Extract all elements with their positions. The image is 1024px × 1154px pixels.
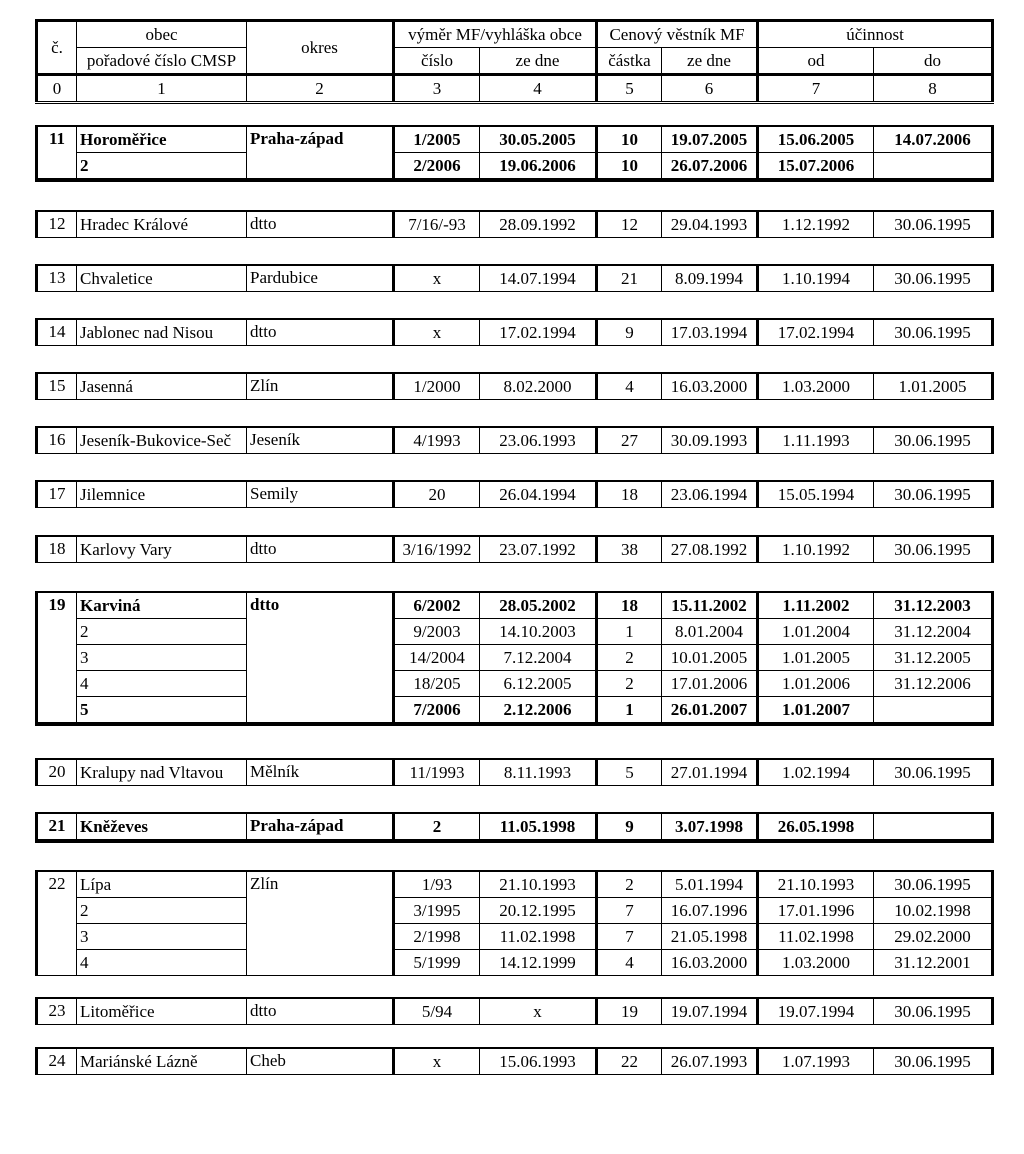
- ucinnost-od-cell: 1.11.1993: [758, 427, 874, 454]
- ucinnost-do-cell: [874, 697, 993, 725]
- ucinnost-do-cell: 30.06.1995: [874, 871, 993, 898]
- ucinnost-do-cell: 31.12.2005: [874, 645, 993, 671]
- castka-cell: 10: [597, 153, 662, 181]
- zedne-vymer-cell: 19.06.2006: [480, 153, 597, 181]
- zedne-vestnik-cell: 15.11.2002: [662, 592, 758, 619]
- cislo-cell: 9/2003: [394, 619, 480, 645]
- table-row: [37, 998, 993, 1025]
- ucinnost-od-cell: 1.01.2006: [758, 671, 874, 697]
- zedne-vestnik-cell: 10.01.2005: [662, 645, 758, 671]
- cislo-cell: 1/2000: [394, 373, 480, 400]
- zedne-vestnik-cell: 17.01.2006: [662, 671, 758, 697]
- col-do-header: do: [874, 48, 993, 75]
- zedne-vymer-cell: 8.11.1993: [480, 759, 597, 786]
- row-number: 18: [37, 536, 77, 563]
- col-zedne1-header: ze dne: [480, 48, 597, 75]
- ucinnost-do-cell: 14.07.2006: [874, 126, 993, 153]
- record-group-table: [35, 812, 994, 843]
- castka-cell: 22: [597, 1048, 662, 1075]
- row-number: 14: [37, 319, 77, 346]
- zedne-vymer-cell: 20.12.1995: [480, 898, 597, 924]
- okres-cell: Jeseník: [247, 427, 394, 454]
- record-group-table: [35, 125, 994, 182]
- index-cell: 6: [662, 75, 758, 103]
- index-cell: 0: [37, 75, 77, 103]
- okres-cell: dtto: [247, 536, 394, 563]
- table-row: [37, 592, 993, 619]
- col-poradove-header: pořadové číslo CMSP: [77, 48, 247, 75]
- zedne-vestnik-cell: 23.06.1994: [662, 481, 758, 508]
- table-row: [37, 924, 993, 950]
- castka-cell: 9: [597, 319, 662, 346]
- ucinnost-do-cell: 30.06.1995: [874, 536, 993, 563]
- ucinnost-do-cell: 30.06.1995: [874, 211, 993, 238]
- table-row: [37, 265, 993, 292]
- zedne-vymer-cell: x: [480, 998, 597, 1025]
- index-cell: 2: [247, 75, 394, 103]
- zedne-vymer-cell: 2.12.2006: [480, 697, 597, 725]
- obec-cell: 3: [77, 924, 247, 950]
- col-obec-header: obec: [77, 21, 247, 48]
- cislo-cell: x: [394, 265, 480, 292]
- zedne-vestnik-cell: 19.07.2005: [662, 126, 758, 153]
- okres-cell: Praha-západ: [247, 126, 394, 180]
- ucinnost-od-cell: 1.01.2004: [758, 619, 874, 645]
- zedne-vestnik-cell: 8.09.1994: [662, 265, 758, 292]
- zedne-vestnik-cell: 26.01.2007: [662, 697, 758, 725]
- castka-cell: 38: [597, 536, 662, 563]
- row-number: 22: [37, 871, 77, 976]
- table-row: [37, 697, 993, 725]
- cislo-cell: 7/2006: [394, 697, 480, 725]
- col-vestnik-header: Cenový věstník MF: [597, 21, 758, 48]
- zedne-vestnik-cell: 30.09.1993: [662, 427, 758, 454]
- obec-cell: Mariánské Lázně: [77, 1048, 247, 1075]
- ucinnost-od-cell: 1.11.2002: [758, 592, 874, 619]
- okres-cell: Praha-západ: [247, 813, 394, 841]
- cislo-cell: 14/2004: [394, 645, 480, 671]
- record-group-table: [35, 426, 994, 454]
- row-number: 12: [37, 211, 77, 238]
- obec-cell: 4: [77, 950, 247, 976]
- cislo-cell: 1/93: [394, 871, 480, 898]
- castka-cell: 2: [597, 871, 662, 898]
- cislo-cell: 3/1995: [394, 898, 480, 924]
- zedne-vymer-cell: 28.09.1992: [480, 211, 597, 238]
- castka-cell: 18: [597, 592, 662, 619]
- ucinnost-do-cell: 30.06.1995: [874, 427, 993, 454]
- col-ucinnost-header: účinnost: [758, 21, 993, 48]
- zedne-vymer-cell: 23.07.1992: [480, 536, 597, 563]
- obec-cell: Jeseník-Bukovice-Seč: [77, 427, 247, 454]
- index-cell: 4: [480, 75, 597, 103]
- zedne-vymer-cell: 23.06.1993: [480, 427, 597, 454]
- castka-cell: 1: [597, 697, 662, 725]
- zedne-vestnik-cell: 27.01.1994: [662, 759, 758, 786]
- zedne-vymer-cell: 26.04.1994: [480, 481, 597, 508]
- cislo-cell: 3/16/1992: [394, 536, 480, 563]
- zedne-vestnik-cell: 29.04.1993: [662, 211, 758, 238]
- ucinnost-od-cell: 1.03.2000: [758, 373, 874, 400]
- castka-cell: 12: [597, 211, 662, 238]
- ucinnost-od-cell: 15.07.2006: [758, 153, 874, 181]
- col-castka-header: částka: [597, 48, 662, 75]
- obec-cell: Jablonec nad Nisou: [77, 319, 247, 346]
- ucinnost-do-cell: 29.02.2000: [874, 924, 993, 950]
- record-group-table: [35, 997, 994, 1025]
- castka-cell: 18: [597, 481, 662, 508]
- cislo-cell: 2: [394, 813, 480, 841]
- zedne-vymer-cell: 15.06.1993: [480, 1048, 597, 1075]
- record-group-table: [35, 372, 994, 400]
- zedne-vymer-cell: 21.10.1993: [480, 871, 597, 898]
- index-cell: 5: [597, 75, 662, 103]
- ucinnost-od-cell: 17.01.1996: [758, 898, 874, 924]
- col-cislo-header: číslo: [394, 48, 480, 75]
- zedne-vymer-cell: 14.07.1994: [480, 265, 597, 292]
- castka-cell: 7: [597, 898, 662, 924]
- row-number: 16: [37, 427, 77, 454]
- record-group-table: [35, 264, 994, 292]
- ucinnost-do-cell: 31.12.2006: [874, 671, 993, 697]
- table-row: [37, 153, 993, 181]
- zedne-vestnik-cell: 27.08.1992: [662, 536, 758, 563]
- zedne-vestnik-cell: 5.01.1994: [662, 871, 758, 898]
- obec-cell: Chvaletice: [77, 265, 247, 292]
- ucinnost-do-cell: 31.12.2001: [874, 950, 993, 976]
- table-row: [37, 645, 993, 671]
- zedne-vymer-cell: 30.05.2005: [480, 126, 597, 153]
- table-row: [37, 813, 993, 841]
- row-number: 17: [37, 481, 77, 508]
- castka-cell: 10: [597, 126, 662, 153]
- cislo-cell: 2/1998: [394, 924, 480, 950]
- ucinnost-od-cell: 1.02.1994: [758, 759, 874, 786]
- index-cell: 1: [77, 75, 247, 103]
- table-row: [37, 1048, 993, 1075]
- ucinnost-do-cell: 30.06.1995: [874, 759, 993, 786]
- header-table: [35, 19, 994, 104]
- col-okres-header: okres: [247, 21, 394, 75]
- table-row: [37, 481, 993, 508]
- row-number: 21: [37, 813, 77, 841]
- index-row: [37, 75, 993, 103]
- row-number: 11: [37, 126, 77, 180]
- castka-cell: 21: [597, 265, 662, 292]
- ucinnost-od-cell: 11.02.1998: [758, 924, 874, 950]
- obec-cell: Jasenná: [77, 373, 247, 400]
- row-number: 24: [37, 1048, 77, 1075]
- ucinnost-od-cell: 17.02.1994: [758, 319, 874, 346]
- ucinnost-do-cell: 30.06.1995: [874, 319, 993, 346]
- cislo-cell: x: [394, 319, 480, 346]
- okres-cell: dtto: [247, 319, 394, 346]
- obec-cell: 4: [77, 671, 247, 697]
- okres-cell: dtto: [247, 592, 394, 724]
- zedne-vymer-cell: 14.10.2003: [480, 619, 597, 645]
- cislo-cell: 7/16/-93: [394, 211, 480, 238]
- col-vymer-header: výměr MF/vyhláška obce: [394, 21, 597, 48]
- row-number: 23: [37, 998, 77, 1025]
- table-row: [37, 898, 993, 924]
- zedne-vymer-cell: 11.02.1998: [480, 924, 597, 950]
- ucinnost-do-cell: [874, 153, 993, 181]
- index-cell: 3: [394, 75, 480, 103]
- row-number: 20: [37, 759, 77, 786]
- cislo-cell: 5/1999: [394, 950, 480, 976]
- cislo-cell: 11/1993: [394, 759, 480, 786]
- zedne-vestnik-cell: 21.05.1998: [662, 924, 758, 950]
- ucinnost-do-cell: 30.06.1995: [874, 998, 993, 1025]
- record-group-table: [35, 480, 994, 508]
- zedne-vymer-cell: 7.12.2004: [480, 645, 597, 671]
- zedne-vymer-cell: 6.12.2005: [480, 671, 597, 697]
- okres-cell: Zlín: [247, 871, 394, 976]
- ucinnost-od-cell: 15.06.2005: [758, 126, 874, 153]
- ucinnost-od-cell: 1.01.2005: [758, 645, 874, 671]
- row-number: 13: [37, 265, 77, 292]
- cislo-cell: x: [394, 1048, 480, 1075]
- ucinnost-do-cell: 31.12.2004: [874, 619, 993, 645]
- cislo-cell: 6/2002: [394, 592, 480, 619]
- obec-cell: Karviná: [77, 592, 247, 619]
- index-cell: 8: [874, 75, 993, 103]
- ucinnost-do-cell: 30.06.1995: [874, 481, 993, 508]
- obec-cell: Kralupy nad Vltavou: [77, 759, 247, 786]
- castka-cell: 9: [597, 813, 662, 841]
- table-row: [37, 759, 993, 786]
- ucinnost-od-cell: 1.07.1993: [758, 1048, 874, 1075]
- zedne-vestnik-cell: 16.07.1996: [662, 898, 758, 924]
- zedne-vestnik-cell: 3.07.1998: [662, 813, 758, 841]
- col-zedne2-header: ze dne: [662, 48, 758, 75]
- ucinnost-do-cell: 30.06.1995: [874, 265, 993, 292]
- zedne-vestnik-cell: 26.07.2006: [662, 153, 758, 181]
- ucinnost-od-cell: 1.03.2000: [758, 950, 874, 976]
- zedne-vestnik-cell: 16.03.2000: [662, 373, 758, 400]
- ucinnost-od-cell: 1.10.1994: [758, 265, 874, 292]
- okres-cell: Cheb: [247, 1048, 394, 1075]
- castka-cell: 27: [597, 427, 662, 454]
- ucinnost-od-cell: 1.10.1992: [758, 536, 874, 563]
- table-row: [37, 211, 993, 238]
- okres-cell: Zlín: [247, 373, 394, 400]
- zedne-vymer-cell: 14.12.1999: [480, 950, 597, 976]
- okres-cell: Semily: [247, 481, 394, 508]
- ucinnost-do-cell: [874, 813, 993, 841]
- table-row: [37, 950, 993, 976]
- table-row: [37, 373, 993, 400]
- zedne-vymer-cell: 11.05.1998: [480, 813, 597, 841]
- ucinnost-do-cell: 31.12.2003: [874, 592, 993, 619]
- cislo-cell: 5/94: [394, 998, 480, 1025]
- obec-cell: 2: [77, 898, 247, 924]
- cislo-cell: 1/2005: [394, 126, 480, 153]
- castka-cell: 4: [597, 373, 662, 400]
- obec-cell: 2: [77, 619, 247, 645]
- castka-cell: 2: [597, 645, 662, 671]
- castka-cell: 19: [597, 998, 662, 1025]
- castka-cell: 7: [597, 924, 662, 950]
- castka-cell: 2: [597, 671, 662, 697]
- record-group-table: [35, 758, 994, 786]
- castka-cell: 4: [597, 950, 662, 976]
- zedne-vestnik-cell: 8.01.2004: [662, 619, 758, 645]
- cislo-cell: 20: [394, 481, 480, 508]
- table-row: [37, 671, 993, 697]
- okres-cell: Mělník: [247, 759, 394, 786]
- col-number-header: č.: [37, 21, 77, 75]
- record-group-table: [35, 870, 994, 976]
- ucinnost-od-cell: 15.05.1994: [758, 481, 874, 508]
- zedne-vestnik-cell: 26.07.1993: [662, 1048, 758, 1075]
- table-row: [37, 319, 993, 346]
- cislo-cell: 2/2006: [394, 153, 480, 181]
- zedne-vymer-cell: 28.05.2002: [480, 592, 597, 619]
- record-group-table: [35, 591, 994, 726]
- castka-cell: 1: [597, 619, 662, 645]
- row-number: 19: [37, 592, 77, 724]
- cislo-cell: 4/1993: [394, 427, 480, 454]
- record-group-table: [35, 210, 994, 238]
- table-row: [37, 536, 993, 563]
- obec-cell: Jilemnice: [77, 481, 247, 508]
- ucinnost-do-cell: 10.02.1998: [874, 898, 993, 924]
- castka-cell: 5: [597, 759, 662, 786]
- zedne-vymer-cell: 17.02.1994: [480, 319, 597, 346]
- record-group-table: [35, 318, 994, 346]
- ucinnost-od-cell: 1.01.2007: [758, 697, 874, 725]
- record-group-table: [35, 1047, 994, 1075]
- obec-cell: 3: [77, 645, 247, 671]
- table-row: [37, 871, 993, 898]
- ucinnost-od-cell: 1.12.1992: [758, 211, 874, 238]
- ucinnost-do-cell: 1.01.2005: [874, 373, 993, 400]
- ucinnost-od-cell: 19.07.1994: [758, 998, 874, 1025]
- zedne-vestnik-cell: 17.03.1994: [662, 319, 758, 346]
- col-od-header: od: [758, 48, 874, 75]
- okres-cell: dtto: [247, 998, 394, 1025]
- zedne-vestnik-cell: 19.07.1994: [662, 998, 758, 1025]
- ucinnost-do-cell: 30.06.1995: [874, 1048, 993, 1075]
- record-group-table: [35, 535, 994, 563]
- okres-cell: Pardubice: [247, 265, 394, 292]
- zedne-vestnik-cell: 16.03.2000: [662, 950, 758, 976]
- table-row: [37, 126, 993, 153]
- table-row: [37, 427, 993, 454]
- zedne-vymer-cell: 8.02.2000: [480, 373, 597, 400]
- obec-cell: Kněževes: [77, 813, 247, 841]
- index-cell: 7: [758, 75, 874, 103]
- ucinnost-od-cell: 21.10.1993: [758, 871, 874, 898]
- obec-cell: Hradec Králové: [77, 211, 247, 238]
- cislo-cell: 18/205: [394, 671, 480, 697]
- obec-cell: 5: [77, 697, 247, 725]
- obec-cell: Horoměřice: [77, 126, 247, 153]
- table-row: [37, 619, 993, 645]
- row-number: 15: [37, 373, 77, 400]
- obec-cell: 2: [77, 153, 247, 181]
- okres-cell: dtto: [247, 211, 394, 238]
- obec-cell: Lípa: [77, 871, 247, 898]
- obec-cell: Litoměřice: [77, 998, 247, 1025]
- obec-cell: Karlovy Vary: [77, 536, 247, 563]
- ucinnost-od-cell: 26.05.1998: [758, 813, 874, 841]
